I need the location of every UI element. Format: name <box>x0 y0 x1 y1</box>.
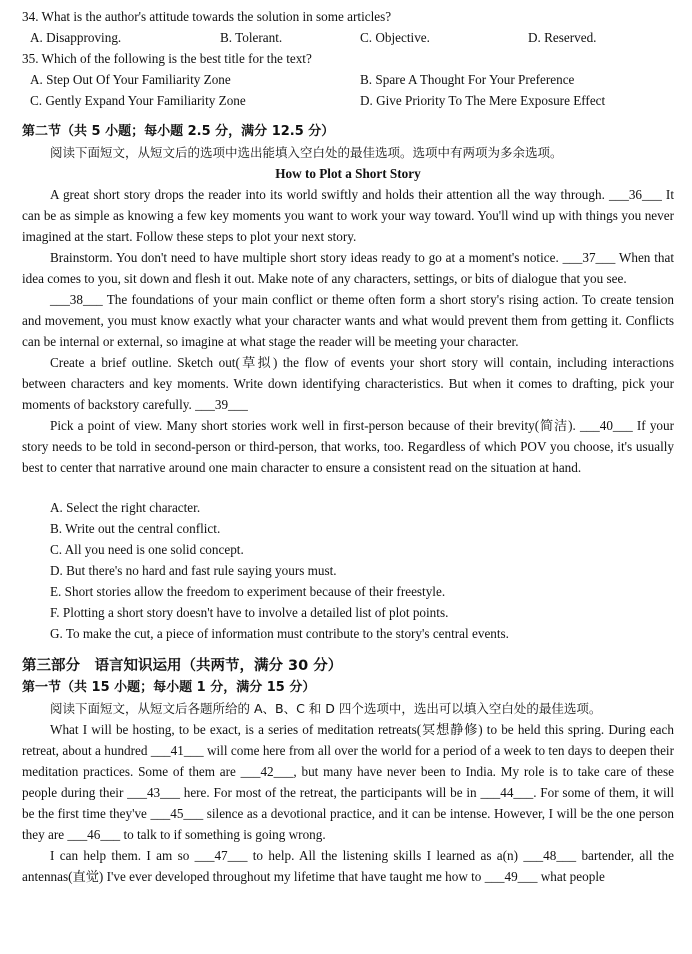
part3-instruction: 阅读下面短文，从短文后各题所给的 A、B、C 和 D 四个选项中，选出可以填入空白处的最佳选项。 <box>50 701 602 716</box>
passage-paragraph: Brainstorm. You don't need to have multiple short story ideas ready to go at a moment's notice. ___37___ When that idea comes to you, sit down and flesh it out. Make note of any characters, settings, or bits of dialogue that you see. <box>22 250 674 286</box>
passage-paragraph: Create a brief outline. Sketch out(草拟) the flow of events your short story will contain, including interactions between characters and key moments. Write down identifying characteristics. But when it comes to drafting, pick your moments of backstory carefully. ___39___ <box>22 355 674 412</box>
choice-c: C. All you need is one solid concept. <box>50 542 244 557</box>
choice-a: A. Select the right character. <box>50 500 201 515</box>
q35-option-c: C. Gently Expand Your Familiarity Zone <box>30 93 246 108</box>
q34-option-a: A. Disapproving. <box>30 30 122 45</box>
passage-paragraph: A great short story drops the reader into its world swiftly and holds their attention all the way through. ___36___ It can be as simple as knowing a few key moments you want to work your way toward. You'll wind up with things you never imagined at the start. Follow these steps to plot your next story. <box>22 187 674 244</box>
passage-title: How to Plot a Short Story <box>275 166 421 181</box>
choice-b: B. Write out the central conflict. <box>50 521 221 536</box>
section2-instruction: 阅读下面短文，从短文后的选项中选出能填入空白处的最佳选项。选项中有两项为多余选项。 <box>50 145 563 160</box>
q35-option-b: B. Spare A Thought For Your Preference <box>360 72 575 87</box>
passage-paragraph: ___38___ The foundations of your main conflict or theme often form a short story's rising action. To create tension and movement, you must know exactly what your character wants and what would prevent them from getting it. Conflicts can be internal or external, so imagine at what stage the reader will be meeting your character. <box>22 292 674 349</box>
q35-option-a: A. Step Out Of Your Familiarity Zone <box>30 72 231 87</box>
q34-option-b: B. Tolerant. <box>220 30 283 45</box>
section2-heading: 第二节（共 5 小题；每小题 2.5 分，满分 12.5 分） <box>22 124 335 139</box>
part3-heading: 第三部分 语言知识运用（共两节，满分 30 分） <box>22 658 343 674</box>
q34-option-c: C. Objective. <box>360 30 430 45</box>
q35-options-row2 <box>22 90 674 111</box>
q34-stem: 34. What is the author's attitude towards the solution in some articles? <box>22 9 392 24</box>
passage-paragraph: Pick a point of view. Many short stories work well in first-person because of their brevity(简洁). ___40___ If your story needs to be told in second-person or third-person, that works, too. Regardless of which POV you choose, it's usually best to center that narrative around one main character to ensure a consistent read on the situation at hand. <box>22 418 674 475</box>
q35-option-d: D. Give Priority To The Mere Exposure Effect <box>360 93 606 108</box>
choice-g: G. To make the cut, a piece of information must contribute to the story's central events. <box>50 626 509 641</box>
part3-subheading: 第一节（共 15 小题；每小题 1 分，满分 15 分） <box>22 680 316 695</box>
q34-option-d: D. Reserved. <box>528 30 597 45</box>
choice-d: D. But there's no hard and fast rule saying yours must. <box>50 563 337 578</box>
choice-list <box>22 497 674 644</box>
q35-options-row1 <box>22 69 674 90</box>
q34-options <box>22 27 674 48</box>
q35-stem: 35. Which of the following is the best title for the text? <box>22 51 312 66</box>
cloze-paragraph: What I will be hosting, to be exact, is a series of meditation retreats(冥想静修) to be held this spring. During each retreat, about a hundred ___41___ will come here from all over the world for a period of a week to ten days to deepen their meditation practices. Some of them are ___42___, but many have never been to India. My role is to take care of these people during their ___43___ here. For most of the retreat, the participants will be in ___44___. For some of them, it will be the first time they've ___45___ silence as a devotional practice, and it can be intense. However, I will be the one person they are ___46___ to talk to if something is going wrong. <box>22 722 674 842</box>
choice-e: E. Short stories allow the freedom to experiment because of their freestyle. <box>50 584 446 599</box>
cloze-paragraph: I can help them. I am so ___47___ to help. All the listening skills I learned as a(n) ___48___ bartender, all the antennas(直觉) I've ever developed throughout my lifetime that have taught me how to ___49___ what people <box>22 848 674 884</box>
choice-f: F. Plotting a short story doesn't have to involve a detailed list of plot points. <box>50 605 449 620</box>
